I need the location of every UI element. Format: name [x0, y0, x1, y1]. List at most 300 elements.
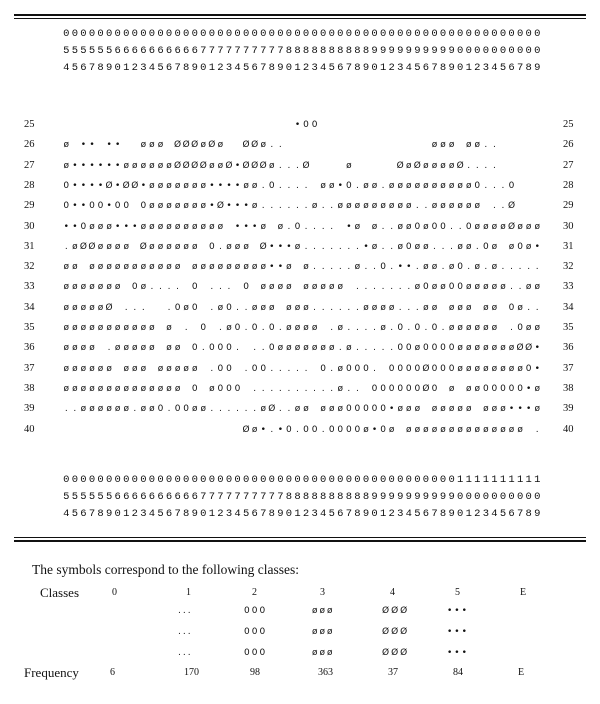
grid-cell: ø [448, 404, 455, 415]
grid-cell: . [287, 383, 291, 394]
grid-cell [156, 424, 165, 436]
grid-cell: ø [166, 262, 172, 273]
grid-cell: ø [149, 180, 155, 191]
grid-cell: ø [200, 140, 207, 151]
grid-cell: . [321, 241, 325, 252]
row-cells [62, 383, 542, 395]
grid-cell: ø [465, 363, 472, 374]
grid-cell: ø [465, 282, 472, 293]
grid-cell: 0 [217, 343, 224, 354]
grid-cell: ø [311, 282, 318, 293]
header-units [62, 60, 542, 77]
grid-cell: . [510, 262, 513, 273]
grid-cell [233, 281, 242, 293]
grid-cell: . [133, 404, 137, 415]
grid-cell: 0 [517, 323, 523, 333]
grid-cell: ø [457, 424, 463, 435]
header-digit: 8 [268, 62, 275, 74]
header-digit: 7 [251, 491, 258, 503]
grid-cell: 0 [243, 282, 249, 293]
grid-cell: ø [457, 241, 463, 252]
grid-cell [473, 119, 482, 131]
grid-cell: ø [174, 363, 181, 374]
grid-cell [71, 119, 80, 131]
row-label-left: 38 [24, 382, 35, 394]
grid-cell: 0 [234, 383, 241, 394]
header-digit: 0 [379, 474, 387, 486]
grid-cell: • [89, 140, 95, 151]
row-label-right: 28 [563, 179, 574, 191]
grid-cell: . [415, 262, 419, 273]
header-digit: 1 [379, 62, 387, 74]
grid-cell: ø [140, 282, 147, 293]
header-digit: 0 [508, 491, 515, 503]
class-symbol: ØØØ [382, 627, 410, 637]
grid-cell [96, 119, 105, 131]
grid-cell: Ø [507, 221, 516, 232]
grid-cell: ø [465, 343, 472, 354]
grid-cell [182, 383, 191, 395]
header-digit: 0 [302, 474, 310, 486]
grid-cell: 0 [208, 241, 215, 252]
header-digit: 0 [114, 508, 121, 520]
grid-cell: ø [320, 180, 326, 191]
header-digit: 0 [457, 508, 464, 520]
grid-cell [71, 424, 80, 436]
grid-cell: ø [140, 221, 147, 232]
grid-cell: ø [508, 424, 515, 435]
header-digit: 0 [465, 491, 472, 503]
header-digit: 0 [362, 474, 370, 486]
grid-cell [430, 119, 439, 131]
header-digit: 9 [371, 45, 378, 57]
grid-cell: ø [251, 262, 258, 273]
grid-cell [439, 302, 448, 314]
header-digit: 0 [165, 474, 173, 486]
grid-cell: ø [337, 404, 344, 415]
header-digit: 0 [465, 45, 472, 57]
grid-cell: 0 [388, 363, 395, 374]
grid-cell: ø [149, 404, 155, 415]
grid-cell: Ø [225, 160, 233, 171]
header-digit: 0 [422, 28, 430, 40]
header-digit: 5 [157, 62, 164, 74]
grid-cell: ø [123, 343, 129, 354]
grid-cell: ø [474, 363, 481, 374]
grid-cell [516, 119, 525, 131]
header-digit: 0 [302, 28, 310, 40]
grid-row [0, 400, 600, 420]
header-digit: 5 [71, 491, 78, 503]
header-digit: 8 [311, 45, 318, 57]
grid-cell: 0 [174, 302, 181, 313]
header-digit: 7 [260, 45, 267, 57]
grid-cell: . [330, 302, 334, 313]
grid-cell: • [72, 201, 78, 212]
grid-cell: 0 [431, 323, 438, 333]
grid-cell: ø [277, 221, 284, 232]
grid-cell: 0 [363, 363, 369, 374]
grid-row [0, 339, 600, 359]
grid-cell: ø [397, 221, 403, 232]
grid-cell: Ø [191, 140, 199, 151]
grid-cell: ø [431, 180, 438, 191]
row-label-left: 30 [24, 220, 35, 232]
grid-cell [199, 424, 208, 436]
header-digit: 4 [234, 508, 241, 520]
grid-cell: . [218, 241, 222, 252]
grid-cell: . [296, 160, 299, 171]
grid-cell: . [424, 323, 428, 333]
grid-cell: ø [106, 404, 112, 415]
grid-cell: ø [465, 180, 472, 191]
grid-cell: ø [303, 323, 309, 333]
grid-cell: . [227, 404, 231, 415]
grid-cell: ø [89, 221, 95, 232]
grid-cell: ø [423, 221, 429, 232]
grid-cell: ø [132, 262, 138, 273]
grid-cell: ø [388, 180, 395, 191]
header-digit: 8 [302, 45, 310, 57]
grid-cell: ø [149, 241, 155, 252]
grid-cell [182, 424, 191, 436]
header-digit: 6 [140, 45, 147, 57]
grid-cell [499, 241, 508, 253]
header-digit: 1 [294, 62, 301, 74]
grid-cell: 0 [465, 221, 472, 232]
grid-cell: 0 [251, 323, 258, 333]
grid-cell: ø [114, 383, 121, 394]
class-id: 3 [320, 587, 325, 598]
header-digit: 0 [457, 62, 464, 74]
grid-cell [276, 302, 285, 314]
grid-cell: 0 [405, 363, 412, 374]
grid-cell: . [535, 424, 539, 435]
grid-cell: . [218, 282, 222, 293]
header-digit: 9 [405, 491, 412, 503]
header-digit: 0 [457, 491, 464, 503]
class-frequency: 6 [110, 667, 115, 678]
header-digit: 0 [439, 28, 447, 40]
grid-cell: ø [474, 383, 481, 394]
grid-cell: Ø [79, 241, 87, 252]
header-digit: 6 [191, 491, 198, 503]
header-digit: 3 [225, 62, 233, 74]
grid-cell: ø [132, 323, 138, 333]
grid-cell [242, 119, 251, 131]
grid-cell: ø [448, 323, 455, 333]
grid-cell: • [534, 343, 540, 354]
grid-cell: ø [191, 404, 198, 415]
grid-cell: 0 [191, 282, 198, 293]
header-digit: 0 [97, 474, 104, 486]
grid-cell: 0 [140, 201, 147, 212]
grid-cell [405, 119, 414, 131]
grid-cell: • [80, 160, 87, 171]
grid-cell: 0 [303, 120, 309, 130]
grid-cell: • [89, 160, 95, 171]
grid-cell: ø [423, 160, 429, 171]
grid-cell [482, 119, 491, 131]
header-digit: 0 [140, 28, 147, 40]
grid-cell: 0 [508, 302, 515, 313]
header-digit: 3 [397, 62, 404, 74]
header-digit: 6 [251, 508, 258, 520]
header-digit: 9 [448, 508, 455, 520]
header-digit: 5 [499, 508, 507, 520]
grid-cell: . [398, 282, 402, 293]
grid-cell: . [159, 282, 162, 293]
grid-cell: ø [534, 282, 540, 293]
grid-cell [310, 139, 319, 151]
grid-cell: ø [209, 160, 215, 171]
grid-cell: ø [474, 201, 481, 212]
row-label-right: 37 [563, 362, 574, 374]
grid-cell: ø [431, 404, 438, 415]
grid-cell: 0 [525, 363, 532, 374]
grid-cell [293, 261, 302, 273]
header-digit: 9 [405, 45, 412, 57]
grid-cell [379, 119, 388, 131]
grid-cell: . [373, 343, 376, 354]
grid-cell: ø [226, 262, 232, 273]
grid-cell: ø [260, 140, 266, 151]
grid-cell: ø [500, 343, 506, 354]
header-digit: 7 [174, 62, 181, 74]
grid-cell: ø [89, 363, 95, 374]
grid-cell: . [467, 160, 471, 171]
header-digit: 0 [277, 28, 284, 40]
grid-cell: . [321, 262, 325, 273]
grid-cell: . [296, 424, 299, 435]
grid-cell: Ø [456, 160, 464, 171]
grid-cell: . [287, 201, 291, 212]
header-digit: 5 [499, 62, 507, 74]
grid-cell: ø [363, 201, 369, 212]
grid-cell [345, 281, 354, 293]
header-digit: 6 [174, 45, 181, 57]
grid-cell [285, 119, 294, 131]
header-digit: 3 [140, 508, 147, 520]
grid-cell [268, 119, 277, 131]
header-digit: 8 [183, 508, 190, 520]
grid-cell [79, 424, 88, 436]
grid-cell: 0 [345, 363, 352, 374]
grid-cell: • [132, 221, 138, 232]
grid-cell [293, 281, 302, 293]
header-digit: 7 [200, 491, 207, 503]
grid-cell: • [508, 404, 515, 415]
grid-cell [533, 119, 542, 131]
grid-cell: ø [363, 180, 369, 191]
header-digit: 0 [320, 28, 327, 40]
header-digit: 0 [285, 28, 293, 40]
grid-cell: ø [80, 282, 87, 293]
header-digit: 9 [379, 45, 387, 57]
header-digit: 9 [191, 62, 198, 74]
grid-cell: ø [183, 221, 189, 232]
grid-cell [190, 119, 199, 131]
header-digit: 0 [371, 508, 378, 520]
header-digit: 0 [217, 28, 224, 40]
grid-cell: . [347, 302, 351, 313]
grid-cell: 0 [217, 363, 224, 374]
grid-cell: . [253, 383, 257, 394]
row-label-left: 40 [24, 423, 35, 435]
grid-cell: . [278, 201, 282, 212]
grid-cell: . [330, 383, 334, 394]
header-digit: 6 [183, 45, 190, 57]
grid-cell [499, 322, 508, 334]
grid-cell: . [176, 282, 180, 293]
grid-cell: . [424, 201, 428, 212]
class-frequency: 170 [184, 667, 199, 678]
header-digit: 3 [311, 508, 318, 520]
grid-cell: ø [294, 323, 301, 333]
header-digit: 0 [285, 508, 293, 520]
grid-cell: ø [191, 262, 198, 273]
grid-cell: 0 [234, 323, 241, 333]
grid-cell: . [467, 262, 471, 273]
grid-cell [387, 139, 396, 151]
grid-cell: ø [397, 201, 403, 212]
row-label-right: 33 [563, 281, 574, 293]
header-digit: 4 [405, 62, 412, 74]
grid-cell: . [236, 343, 239, 354]
grid-cell [148, 302, 157, 314]
grid-cell: ø [457, 302, 463, 313]
grid-cell: ø [371, 241, 378, 252]
header-digit: 9 [414, 491, 421, 503]
header-digit: 5 [88, 491, 96, 503]
grid-cell [439, 119, 448, 131]
grid-cell: ø [414, 180, 421, 191]
grid-cell [122, 119, 131, 131]
header-digit: 9 [431, 491, 438, 503]
header-digit: 6 [165, 62, 173, 74]
grid-cell: . [510, 323, 513, 333]
grid-cell [362, 221, 371, 233]
header-digit: 1 [525, 474, 532, 486]
grid-cell: . [381, 180, 385, 191]
grid-cell [413, 139, 422, 151]
header-digit: 5 [71, 62, 78, 74]
grid-cell [199, 119, 208, 131]
grid-cell: ø [166, 221, 172, 232]
grid-cell: • [209, 201, 215, 212]
header-digit: 8 [345, 491, 352, 503]
grid-cell: ø [234, 262, 241, 273]
grid-cell: ø [294, 404, 301, 415]
grid-cell [370, 119, 379, 131]
grid-cell: . [330, 241, 334, 252]
grid-cell: . [278, 363, 282, 374]
grid-cell: Ø [242, 160, 250, 171]
header-digit: 9 [439, 45, 447, 57]
header-digit: 7 [88, 508, 96, 520]
header-digit: 0 [217, 474, 224, 486]
header-digit: 8 [294, 45, 301, 57]
header-digit: 6 [508, 508, 515, 520]
grid-cell [293, 139, 302, 151]
header-digit: 0 [63, 474, 70, 486]
grid-cell: ø [448, 201, 455, 212]
grid-cell: ø [431, 160, 438, 171]
header-digit: 0 [157, 28, 164, 40]
grid-cell [473, 302, 482, 314]
header-digit: 8 [525, 62, 532, 74]
header-digit: 3 [397, 508, 404, 520]
grid-cell: . [321, 424, 325, 435]
grid-cell: . [381, 282, 385, 293]
grid-cell: ø [337, 383, 344, 394]
grid-cell: ø [534, 221, 540, 232]
grid-cell: ø [483, 363, 489, 374]
row-cells [62, 221, 542, 233]
grid-cell: ø [63, 160, 70, 171]
grid-cell: ø [406, 160, 412, 171]
grid-cell: ø [174, 383, 181, 394]
grid-cell: • [115, 140, 121, 151]
grid-cell: ø [97, 363, 104, 374]
grid-cell: ø [491, 262, 498, 273]
grid-cell: 0 [157, 404, 164, 415]
grid-cell: Ø [259, 241, 267, 252]
grid-cell: . [304, 241, 308, 252]
class-symbol: 000 [244, 606, 268, 616]
grid-cell: • [397, 262, 403, 273]
grid-cell: ø [406, 221, 412, 232]
grid-cell: 0 [226, 363, 232, 374]
grid-cell: ø [517, 363, 523, 374]
grid-cell [199, 241, 208, 253]
grid-cell: • [243, 201, 249, 212]
grid-cell: ø [89, 343, 95, 354]
grid-cell: . [64, 404, 68, 415]
grid-cell: Ø [259, 160, 267, 171]
grid-cell [524, 160, 533, 172]
grid-row [0, 197, 600, 217]
grid-cell [499, 119, 508, 131]
header-digit: 7 [431, 508, 438, 520]
grid-cell [516, 139, 525, 151]
grid-cell: ø [277, 343, 284, 354]
header-digit: 0 [105, 28, 113, 40]
header-digit: 0 [482, 45, 489, 57]
grid-cell: • [97, 160, 104, 171]
grid-cell: 0 [337, 424, 344, 435]
class-id: 0 [112, 587, 117, 598]
grid-cell: . [330, 221, 334, 232]
header-digit: 0 [431, 28, 438, 40]
grid-cell: ø [423, 262, 429, 273]
header-digit: 8 [285, 45, 293, 57]
grid-cell: Ø [88, 241, 96, 252]
column-header-top [62, 26, 542, 77]
grid-cell: ø [183, 201, 189, 212]
header-digit: 0 [183, 28, 190, 40]
grid-cell: ø [491, 404, 498, 415]
grid-cell [319, 322, 328, 334]
grid-cell: ø [483, 343, 489, 354]
grid-cell: ø [260, 221, 266, 232]
bottom-rule [14, 540, 586, 542]
grid-cell: . [484, 180, 488, 191]
grid-cell: ø [191, 201, 198, 212]
grid-cell: • [72, 160, 78, 171]
header-digit: 5 [97, 491, 104, 503]
header-digit: 1 [508, 474, 515, 486]
